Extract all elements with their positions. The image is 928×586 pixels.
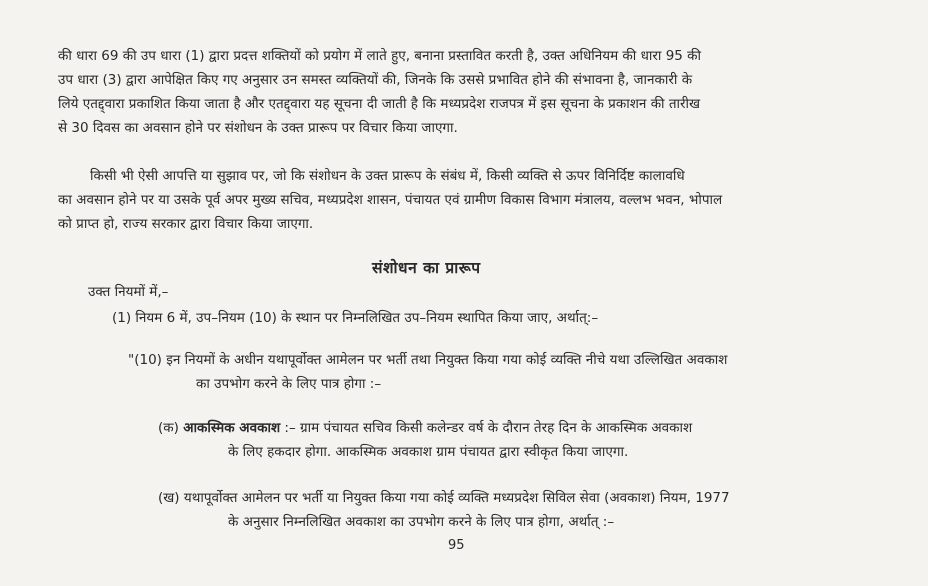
subrule-line-2: का उपभोग करने के लिए पात्र होगा :–: [196, 376, 382, 392]
clause-ka-label: (क): [158, 420, 179, 436]
paragraph-2-line-1: किसी भी ऐसी आपत्ति या सुझाव पर, जो कि संशोधन के उक्त प्रारूप के संबंध में, किसी व्यक्ति से ऊपर विनिर्दिष्ट कालावधि: [90, 168, 685, 184]
section-heading: संशोधन का प्रारूप: [372, 259, 481, 277]
clause-ka-line-1-rest: :– ग्राम पंचायत सचिव किसी कलेन्डर वर्ष के दौरान तेरह दिन के आकस्मिक अवकाश: [280, 420, 693, 436]
clause-ka-bold-term: आकस्मिक अवकाश: [183, 420, 281, 436]
paragraph-2-line-3: को प्राप्त हो, राज्य सरकार द्वारा विचार किया जाएगा.: [58, 216, 314, 232]
clause-kha-line-2: के अनुसार निम्नलिखित अवकाश का उपभोग करने के लिए पात्र होगा, अर्थात् :–: [228, 514, 615, 530]
page-number: 95: [448, 538, 465, 553]
paragraph-1-line-4: से 30 दिवस का अवसान होने पर संशोधन के उक्त प्रारूप पर विचार किया जाएगा.: [58, 120, 458, 136]
clause-ka-line-1: [158, 418, 692, 438]
paragraph-1-line-1: की धारा 69 की उप धारा (1) द्वारा प्रदत्त शक्तियों को प्रयोग में लाते हुए, बनाना प्रस्तावित करती है, उक्त अधिनियम की धारा 95 की: [58, 48, 702, 64]
paragraph-1-line-2: उप धारा (3) द्वारा आपेक्षित किए गए अनुसार उन समस्त व्यक्तियों की, जिनके कि उससे प्रभावित होने की संभावना है, जानकारी के: [58, 72, 693, 88]
item-1: (1) नियम 6 में, उप–नियम (10) के स्थान पर निम्नलिखित उप–नियम स्थापित किया जाए, अर्थात्:–: [112, 310, 599, 326]
subrule-line-1: "(10) इन नियमों के अधीन यथापूर्वोक्त आमेलन पर भर्ती तथा नियुक्त किया गया कोई व्यक्ति नीचे यथा उल्लिखित अवकाश: [128, 352, 728, 368]
clause-ka-line-2: के लिए हकदार होगा. आकस्मिक अवकाश ग्राम पंचायत द्वारा स्वीकृत किया जाएगा.: [228, 444, 629, 460]
intro-line: उक्त नियमों में,–: [88, 284, 169, 300]
paragraph-1-line-3: लिये एतद्द्वारा प्रकाशित किया जाता है और एतद्द्वारा यह सूचना दी जाती है कि मध्यप्रदेश राजपत्र में इस सूचना के प्रकाशन की तारीख: [58, 96, 701, 112]
clause-kha-line-1: (ख) यथापूर्वोक्त आमेलन पर भर्ती या नियुक्त किया गया कोई व्यक्ति मध्यप्रदेश सिविल सेवा (अवकाश) नियम, 1977: [158, 490, 730, 506]
paragraph-2-line-2: का अवसान होने पर या उसके पूर्व अपर मुख्य सचिव, मध्यप्रदेश शासन, पंचायत एवं ग्रामीण विकास विभाग मंत्रालय, वल्लभ भवन, भोपाल: [58, 192, 723, 208]
